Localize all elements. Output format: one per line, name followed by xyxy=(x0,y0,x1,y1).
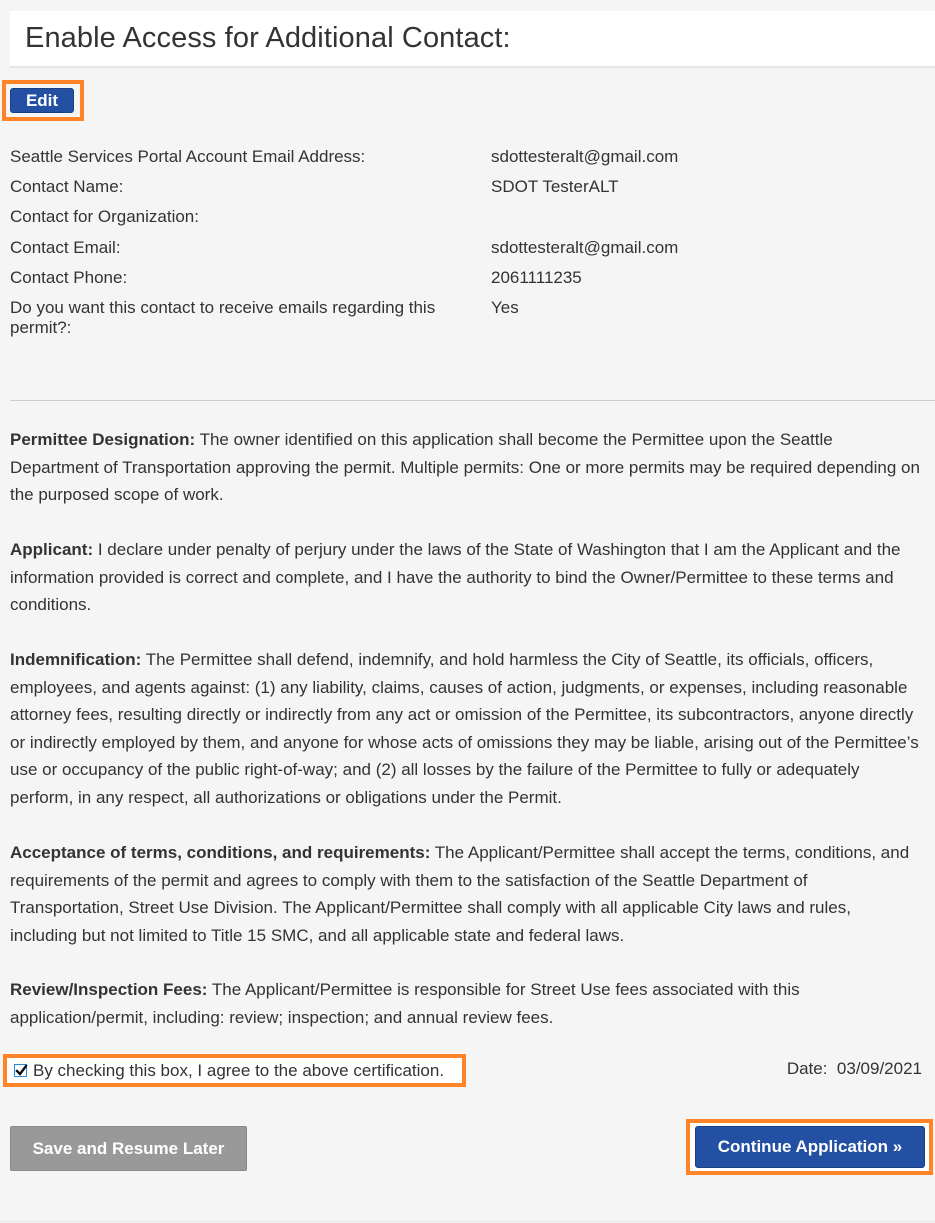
info-value: 2061111235 xyxy=(491,268,582,287)
footer-divider xyxy=(0,1221,935,1222)
terms-heading: Indemnification: xyxy=(10,650,142,669)
page-title: Enable Access for Additional Contact: xyxy=(25,22,511,54)
continue-highlight xyxy=(686,1119,933,1175)
date-value: 03/09/2021 xyxy=(836,1059,922,1078)
info-value: SDOT TesterALT xyxy=(491,177,619,196)
info-label: Contact Name: xyxy=(10,177,124,196)
terms-review-fees xyxy=(10,976,920,1031)
terms-heading: Permittee Designation: xyxy=(10,430,196,449)
terms-body: The Applicant/Permittee is responsible for Street Use fees associated with this application/permit, including: review; inspection; and annual review fees. xyxy=(10,980,800,1027)
info-value: Yes xyxy=(491,298,519,317)
edit-button[interactable]: Edit xyxy=(10,88,74,113)
certification-label[interactable]: By checking this box, I agree to the above certification. xyxy=(33,1061,445,1080)
terms-heading: Review/Inspection Fees: xyxy=(10,980,208,999)
info-value: sdottesteralt@gmail.com xyxy=(491,147,679,166)
terms-applicant xyxy=(10,536,920,619)
terms-body: The owner identified on this application shall become the Permittee upon the Seattle Department of Transportation approving the permit. Multiple permits: One or more permits may be required depending on the purposed scope of work. xyxy=(10,430,920,504)
checkmark-icon xyxy=(15,1064,28,1077)
info-value: sdottesteralt@gmail.com xyxy=(491,238,679,257)
info-label: Contact Email: xyxy=(10,238,121,257)
info-label: Contact for Organization: xyxy=(10,207,199,226)
terms-indemnification xyxy=(10,646,920,811)
terms-body: I declare under penalty of perjury under the laws of the State of Washington that I am the Applicant and the information provided is correct and complete, and I have the authority to bind the Owner/Permittee to these terms and conditions. xyxy=(10,540,901,614)
continue-application-button[interactable]: Continue Application » xyxy=(695,1126,925,1168)
info-label: Do you want this contact to receive emails regarding this permit?: xyxy=(10,298,436,337)
terms-body: The Applicant/Permittee shall accept the terms, conditions, and requirements of the permit and agrees to comply with them to the satisfaction of the Seattle Department of Transportation, Street Use Division. The Applicant/Permittee shall comply with all applicable City laws and rules, including but not limited to Title 15 SMC, and all applicable state and federal laws. xyxy=(10,843,910,945)
terms-permittee-designation xyxy=(10,426,920,509)
certification-date xyxy=(787,1059,922,1079)
terms-body: The Permittee shall defend, indemnify, and hold harmless the City of Seattle, its officials, officers, employees, and agents against: (1) any liability, claims, causes of action, judgments, or expenses, including reasonable attorney fees, resulting directly or indirectly from any act or omission of the Permittee, its subcontractors, anyone directly or indirectly employed by them, and anyone for whose acts of omissions they may be liable, arising out of the Permittee’s use or occupancy of the public right-of-way; and (2) all losses by the failure of the Permittee to fully or adequately perform, in any respect, all authorizations or obligations under the Permit. xyxy=(10,650,919,807)
page-header xyxy=(10,11,935,68)
info-label: Seattle Services Portal Account Email Address: xyxy=(10,147,366,166)
certification-checkbox[interactable] xyxy=(14,1064,27,1077)
date-label: Date: xyxy=(786,1059,828,1078)
section-divider xyxy=(10,400,935,401)
save-resume-later-button[interactable]: Save and Resume Later xyxy=(10,1126,247,1171)
certification-agreement xyxy=(3,1054,466,1087)
terms-heading: Acceptance of terms, conditions, and requirements: xyxy=(10,843,431,862)
terms-heading: Applicant: xyxy=(10,540,94,559)
terms-acceptance xyxy=(10,839,920,949)
info-label: Contact Phone: xyxy=(10,268,128,287)
